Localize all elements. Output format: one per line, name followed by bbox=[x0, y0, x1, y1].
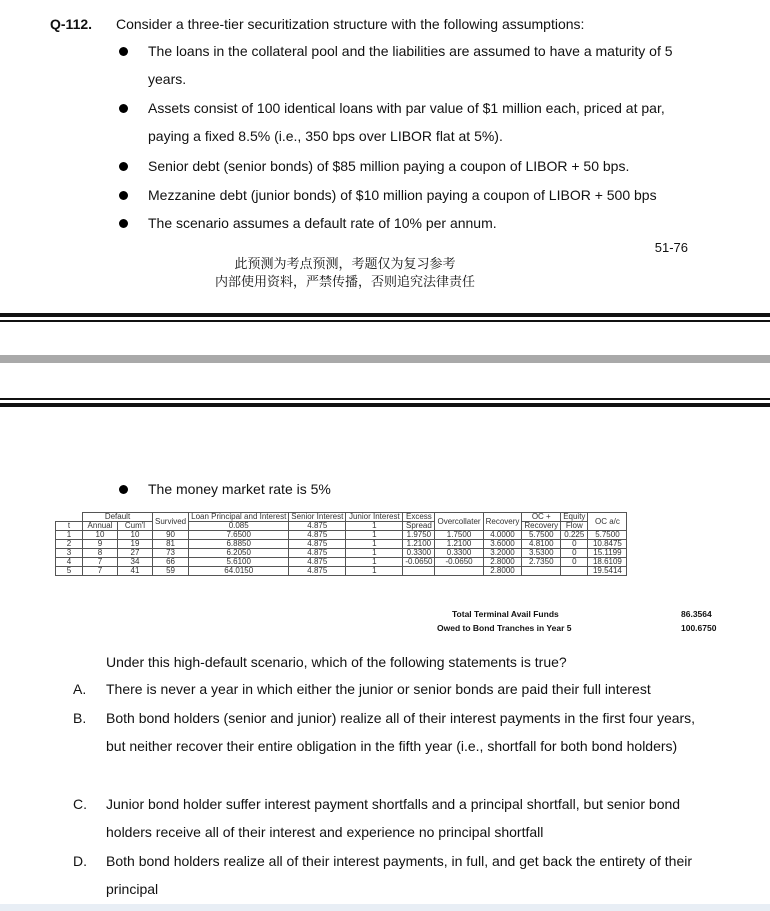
owed-value: 100.6750 bbox=[681, 623, 717, 633]
cell: 3.6000 bbox=[483, 540, 522, 549]
col-excess: Excess bbox=[403, 513, 435, 522]
cell: 6.8850 bbox=[189, 540, 289, 549]
loan-rate: 0.085 bbox=[189, 522, 289, 531]
col-t: t bbox=[56, 522, 83, 531]
assumption-1: The loans in the collateral pool and the liabilities are assumed to have a maturity of 5 years. bbox=[148, 43, 673, 87]
question-code: 51-76 bbox=[654, 240, 688, 255]
cell: 1.2100 bbox=[435, 540, 483, 549]
cell: 0 bbox=[561, 540, 588, 549]
page-divider-top-thin bbox=[0, 320, 770, 322]
cell: 90 bbox=[153, 531, 189, 540]
total-funds-label: Total Terminal Avail Funds bbox=[452, 609, 559, 619]
total-funds-value: 86.3564 bbox=[681, 609, 712, 619]
cell: -0.0650 bbox=[403, 558, 435, 567]
col-cuml: Cum'l bbox=[118, 522, 153, 531]
cell: 0 bbox=[561, 558, 588, 567]
cell: 0.3300 bbox=[435, 549, 483, 558]
page-divider-top bbox=[0, 313, 770, 317]
notice-line-2: 内部使用资料，严禁传播，否则追究法律责任 bbox=[214, 275, 475, 290]
col-survived: Survived bbox=[153, 513, 189, 531]
option-b-text[interactable]: Both bond holders (senior and junior) realize all of their interest payments in the first four years, but neither recover their entire obligation in the fifth year (i.e., shortfall for both bond holders) bbox=[106, 710, 696, 754]
cell: 81 bbox=[153, 540, 189, 549]
cell: 4.875 bbox=[289, 549, 346, 558]
option-a-letter[interactable]: A. bbox=[73, 681, 87, 697]
cell: 4.0000 bbox=[483, 531, 522, 540]
col-loan: Loan Principal and Interest bbox=[189, 513, 289, 522]
col-equity: Equity bbox=[561, 513, 588, 522]
assumption-2: Assets consist of 100 identical loans with par value of $1 million each, priced at par, paying a fixed 8.5% (i.e., 350 bps over LIBOR flat at 5%). bbox=[148, 100, 665, 144]
cell: 5.6100 bbox=[189, 558, 289, 567]
cell bbox=[561, 567, 588, 576]
cell: 7 bbox=[83, 558, 118, 567]
col-default: Default bbox=[83, 513, 153, 522]
question-prompt: Under this high-default scenario, which of the following statements is true? bbox=[106, 654, 567, 670]
cell: 1 bbox=[346, 540, 403, 549]
cell: 2 bbox=[56, 540, 83, 549]
bullet-icon bbox=[119, 191, 128, 200]
cell: 9 bbox=[83, 540, 118, 549]
cell: 7.6500 bbox=[189, 531, 289, 540]
page-divider-bottom-thin bbox=[0, 398, 770, 400]
cell: 1.2100 bbox=[403, 540, 435, 549]
cell: 10.8475 bbox=[588, 540, 627, 549]
bottom-edge bbox=[0, 904, 770, 911]
cell: 10 bbox=[118, 531, 153, 540]
cell: 15.1199 bbox=[588, 549, 627, 558]
cell: 7 bbox=[83, 567, 118, 576]
question-number: Q-112. bbox=[50, 16, 93, 32]
bullet-icon bbox=[119, 104, 128, 113]
cell: 4.875 bbox=[289, 558, 346, 567]
cell: 64.0150 bbox=[189, 567, 289, 576]
col-annual: Annual bbox=[83, 522, 118, 531]
cell: 1.7500 bbox=[435, 531, 483, 540]
page-divider-bottom bbox=[0, 403, 770, 407]
junior-rate: 1 bbox=[346, 522, 403, 531]
cell bbox=[403, 567, 435, 576]
money-market-note: The money market rate is 5% bbox=[148, 481, 331, 497]
cash-flow-table bbox=[55, 512, 627, 576]
cell: 34 bbox=[118, 558, 153, 567]
cell: 10 bbox=[83, 531, 118, 540]
cell: 4.8100 bbox=[522, 540, 561, 549]
cell: 0.225 bbox=[561, 531, 588, 540]
owed-label: Owed to Bond Tranches in Year 5 bbox=[437, 623, 572, 633]
option-c-text[interactable]: Junior bond holder suffer interest payment shortfalls and a principal shortfall, but senior bond holders receive all of their interest and experience no principal shortfall bbox=[106, 796, 681, 840]
cell: 1 bbox=[346, 558, 403, 567]
col-recovery: Recovery bbox=[483, 513, 522, 531]
col-junior: Junior Interest bbox=[346, 513, 403, 522]
cell: 5 bbox=[56, 567, 83, 576]
cell: 3.2000 bbox=[483, 549, 522, 558]
assumption-4: Mezzanine debt (junior bonds) of $10 million paying a coupon of LIBOR + 500 bps bbox=[148, 187, 657, 203]
cell: 4.875 bbox=[289, 531, 346, 540]
cell: 19.5414 bbox=[588, 567, 627, 576]
cell: 8 bbox=[83, 549, 118, 558]
page-gap-bar bbox=[0, 355, 770, 363]
cell: 59 bbox=[153, 567, 189, 576]
cell: 6.2050 bbox=[189, 549, 289, 558]
option-c-letter[interactable]: C. bbox=[73, 796, 87, 812]
assumption-3: Senior debt (senior bonds) of $85 million paying a coupon of LIBOR + 50 bps. bbox=[148, 158, 630, 174]
cell: 73 bbox=[153, 549, 189, 558]
option-a-text[interactable]: There is never a year in which either the junior or senior bonds are paid their full interest bbox=[106, 681, 651, 697]
cell: 4 bbox=[56, 558, 83, 567]
bullet-icon bbox=[119, 219, 128, 228]
bullet-icon bbox=[119, 47, 128, 56]
cell: 1 bbox=[346, 549, 403, 558]
cell: 1.9750 bbox=[403, 531, 435, 540]
cell: 5.7500 bbox=[522, 531, 561, 540]
cell: 4.875 bbox=[289, 567, 346, 576]
bullet-icon bbox=[119, 162, 128, 171]
col-oc-ac: OC a/c bbox=[588, 513, 627, 531]
cell: 41 bbox=[118, 567, 153, 576]
cell: 2.8000 bbox=[483, 558, 522, 567]
question-intro: Consider a three-tier securitization structure with the following assumptions: bbox=[116, 16, 585, 32]
cell: 66 bbox=[153, 558, 189, 567]
option-d-text[interactable]: Both bond holders realize all of their interest payments, in full, and get back the entirety of their principal bbox=[106, 853, 692, 897]
senior-rate: 4.875 bbox=[289, 522, 346, 531]
cell: 18.6109 bbox=[588, 558, 627, 567]
table-row bbox=[56, 567, 627, 576]
cell: 3 bbox=[56, 549, 83, 558]
cell: 4.875 bbox=[289, 540, 346, 549]
cell: 2.8000 bbox=[483, 567, 522, 576]
cell: 1 bbox=[56, 531, 83, 540]
cell: 5.7500 bbox=[588, 531, 627, 540]
col-recovery-sub: Recovery bbox=[522, 522, 561, 531]
col-overcollateral: Overcollater bbox=[435, 513, 483, 531]
cell: 2.7350 bbox=[522, 558, 561, 567]
cell bbox=[435, 567, 483, 576]
option-b-letter[interactable]: B. bbox=[73, 710, 87, 726]
cell: 1 bbox=[346, 531, 403, 540]
assumption-5: The scenario assumes a default rate of 10% per annum. bbox=[148, 215, 497, 231]
cell: 0 bbox=[561, 549, 588, 558]
cell: 1 bbox=[346, 567, 403, 576]
cell: -0.0650 bbox=[435, 558, 483, 567]
col-senior: Senior Interest bbox=[289, 513, 346, 522]
cell: 19 bbox=[118, 540, 153, 549]
table-row bbox=[56, 558, 627, 567]
cell: 3.5300 bbox=[522, 549, 561, 558]
cell: 0.3300 bbox=[403, 549, 435, 558]
bullet-icon bbox=[119, 485, 128, 494]
col-flow: Flow bbox=[561, 522, 588, 531]
notice-line-1: 此预测为考点预测，考题仅为复习参考 bbox=[234, 257, 456, 272]
cell bbox=[522, 567, 561, 576]
cell: 27 bbox=[118, 549, 153, 558]
col-spread: Spread bbox=[403, 522, 435, 531]
col-oc-plus: OC + bbox=[522, 513, 561, 522]
option-d-letter[interactable]: D. bbox=[73, 853, 87, 869]
